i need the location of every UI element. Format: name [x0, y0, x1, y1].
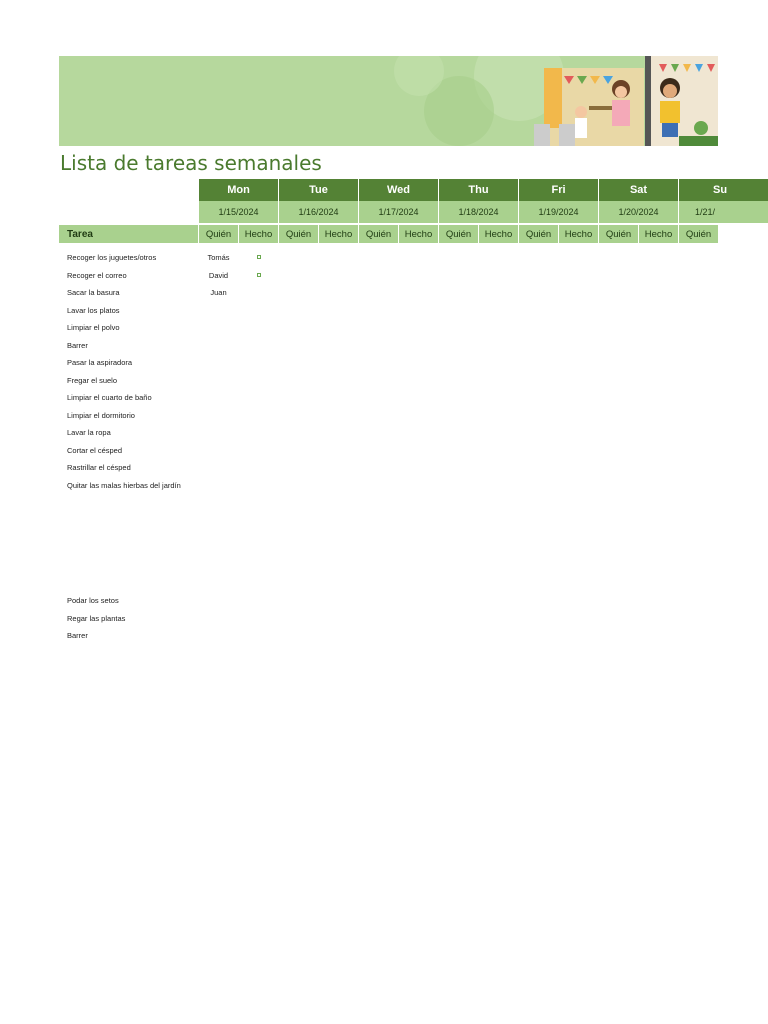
day-mon[interactable]: Mon [199, 179, 278, 201]
task-name[interactable]: Pasar la aspiradora [67, 358, 133, 367]
task-name[interactable]: Fregar el suelo [67, 375, 118, 385]
task-name[interactable]: Sacar la basura [67, 288, 120, 297]
done-checkbox[interactable] [257, 255, 261, 259]
tarea-header[interactable]: Tarea [59, 225, 198, 243]
date-row [59, 201, 768, 223]
task-name[interactable]: Podar los setos [67, 596, 119, 605]
who-header-mon[interactable]: Quién [199, 225, 238, 243]
page-title: Lista de tareas semanales [60, 151, 322, 175]
date-spacer [59, 201, 199, 223]
task-name[interactable]: Lavar los platos [67, 305, 120, 315]
done-checkbox[interactable] [257, 273, 261, 277]
date-sun[interactable]: 1/21/ [679, 201, 768, 223]
task-name[interactable]: Limpiar el polvo [67, 323, 120, 332]
day-thu[interactable]: Thu [439, 179, 518, 201]
header-spacer [59, 179, 199, 201]
task-who[interactable]: David [208, 270, 229, 280]
who-header-wed[interactable]: Quién [359, 225, 398, 243]
done-header-wed[interactable]: Hecho [399, 225, 438, 243]
done-header-fri[interactable]: Hecho [559, 225, 598, 243]
subheader-row [59, 225, 719, 243]
date-mon[interactable]: 1/15/2024 [199, 201, 278, 223]
who-header-sun[interactable]: Quién [679, 225, 718, 243]
task-who[interactable]: Juan [210, 288, 227, 297]
task-name[interactable]: Rastrillar el césped [67, 463, 131, 472]
date-sat[interactable]: 1/20/2024 [599, 201, 678, 223]
day-header-row [59, 179, 768, 201]
done-header-sat[interactable]: Hecho [639, 225, 678, 243]
task-name[interactable]: Recoger el correo [67, 270, 127, 280]
done-header-tue[interactable]: Hecho [319, 225, 358, 243]
task-name[interactable]: Recoger los juguetes/otros [67, 253, 157, 262]
task-name[interactable]: Lavar la ropa [67, 428, 111, 437]
task-name[interactable]: Quitar las malas hierbas del jardín [67, 480, 181, 490]
task-name[interactable]: Barrer [67, 340, 88, 350]
who-header-sat[interactable]: Quién [599, 225, 638, 243]
date-tue[interactable]: 1/16/2024 [279, 201, 358, 223]
day-tue[interactable]: Tue [279, 179, 358, 201]
task-name[interactable]: Barrer [67, 631, 88, 640]
day-fri[interactable]: Fri [519, 179, 598, 201]
day-sat[interactable]: Sat [599, 179, 678, 201]
done-header-mon[interactable]: Hecho [239, 225, 278, 243]
task-name[interactable]: Limpiar el dormitorio [67, 410, 135, 420]
task-name[interactable]: Limpiar el cuarto de baño [67, 393, 152, 402]
task-name[interactable]: Regar las plantas [67, 613, 126, 623]
day-sun[interactable]: Su [679, 179, 768, 201]
who-header-thu[interactable]: Quién [439, 225, 478, 243]
task-name[interactable]: Cortar el césped [67, 445, 123, 455]
date-wed[interactable]: 1/17/2024 [359, 201, 438, 223]
header-banner [59, 56, 718, 146]
who-header-tue[interactable]: Quién [279, 225, 318, 243]
date-thu[interactable]: 1/18/2024 [439, 201, 518, 223]
task-who[interactable]: Tomás [207, 253, 230, 262]
date-fri[interactable]: 1/19/2024 [519, 201, 598, 223]
done-header-thu[interactable]: Hecho [479, 225, 518, 243]
day-wed[interactable]: Wed [359, 179, 438, 201]
who-header-fri[interactable]: Quién [519, 225, 558, 243]
family-garden-illustration [59, 56, 718, 146]
